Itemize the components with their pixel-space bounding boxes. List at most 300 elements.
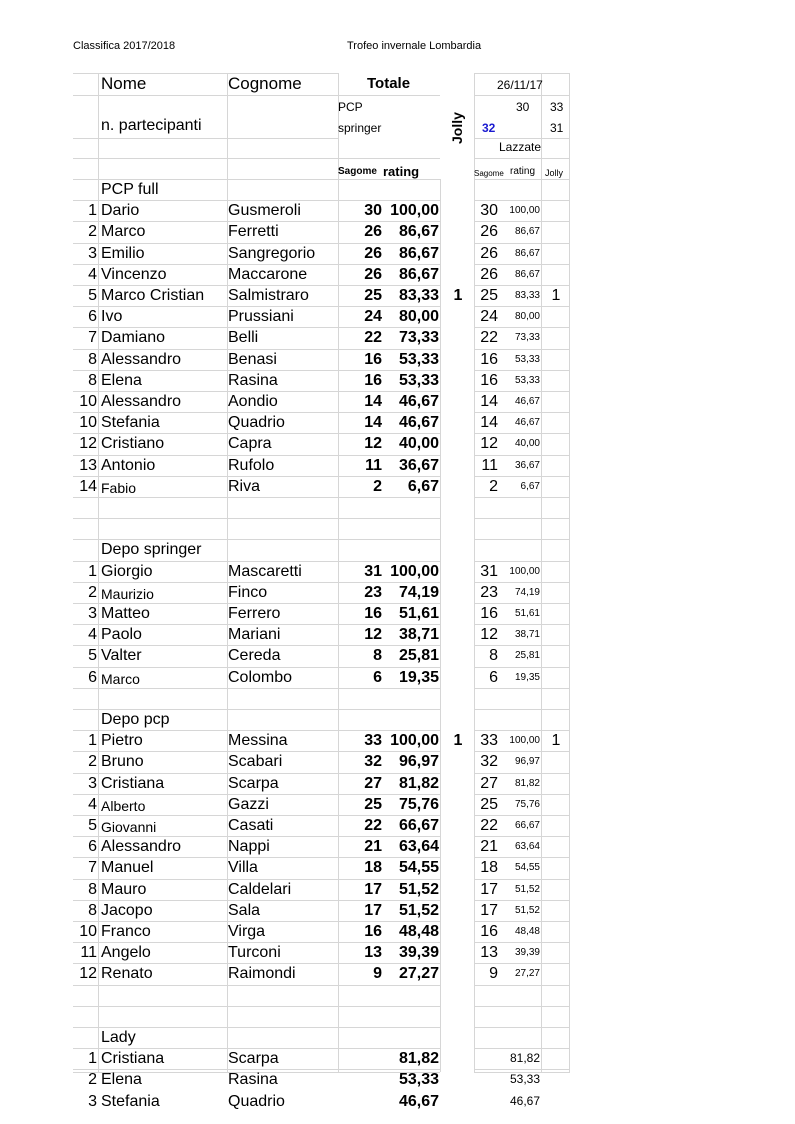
cell-r2: 100,00 <box>509 565 540 577</box>
cell-jolly <box>446 582 470 603</box>
cell-rating: 96,97 <box>398 753 439 771</box>
cell-s2: 22 <box>480 329 498 347</box>
cell-j2 <box>543 327 569 348</box>
label-jolly-2: Jolly <box>545 168 564 178</box>
table-row <box>0 327 795 348</box>
cell-sagome: 16 <box>364 350 382 368</box>
cell-jolly <box>446 963 470 984</box>
cell-rank: 12 <box>79 965 97 983</box>
cell-nome: Maurizio <box>101 585 154 602</box>
cell-rating: 100,00 <box>390 732 439 750</box>
cell-sagome: 25 <box>364 287 382 304</box>
cell-rating: 74,19 <box>398 583 439 601</box>
cell-jolly <box>446 200 470 221</box>
grid-line <box>73 138 338 139</box>
grid-line <box>474 1006 570 1007</box>
cell-r2: 46,67 <box>514 396 540 407</box>
cell-rank: 12 <box>79 435 97 453</box>
cell-nome: Angelo <box>101 944 151 962</box>
count-c: 32 <box>482 121 496 135</box>
cell-s2: 32 <box>480 753 498 771</box>
grid-line <box>73 158 338 159</box>
cell-rating: 25,81 <box>398 647 439 665</box>
cell-jolly <box>446 221 470 242</box>
cell-cognome: Turconi <box>228 944 281 962</box>
cell-rank: 1 <box>88 1050 97 1068</box>
cell-cognome: Rufolo <box>228 456 275 474</box>
cell-j2 <box>543 624 569 645</box>
cell-jolly <box>446 455 470 476</box>
cell-rating: 36,67 <box>398 456 439 474</box>
cell-j2 <box>543 221 569 242</box>
cell-s2: 25 <box>480 795 498 813</box>
grid-line <box>73 95 338 96</box>
cell-cognome: Riva <box>228 477 261 495</box>
cell-sagome: 26 <box>364 244 382 262</box>
cell-cognome: Salmistraro <box>228 287 309 304</box>
table-row <box>0 942 795 963</box>
cell-r2: 100,00 <box>509 735 540 747</box>
table-row <box>0 221 795 242</box>
cell-s2: 16 <box>480 923 498 940</box>
cell-sagome: 24 <box>364 308 382 326</box>
table-row <box>0 582 795 603</box>
cell-nome: Marco <box>101 670 140 687</box>
cell-sagome: 17 <box>364 880 382 898</box>
cell-r2: 83,33 <box>514 290 540 301</box>
table-row <box>0 794 795 815</box>
label-sagome-2: Sagome <box>474 169 504 178</box>
cell-jolly <box>446 1069 470 1090</box>
cell-jolly <box>446 900 470 921</box>
cell-j2 <box>543 857 569 878</box>
cell-cognome: Ferrero <box>228 605 281 622</box>
cell-rank: 13 <box>79 456 97 474</box>
table-row <box>0 1091 795 1112</box>
cell-nome: Valter <box>101 647 142 665</box>
grid-line <box>73 1006 338 1007</box>
cell-r2: 48,48 <box>514 926 540 937</box>
cell-sagome: 26 <box>364 223 382 241</box>
cell-cognome: Gusmeroli <box>228 202 301 220</box>
grid-line <box>474 518 570 519</box>
table-row <box>0 624 795 645</box>
cell-rank: 1 <box>88 562 97 580</box>
cell-s2: 16 <box>480 371 498 389</box>
cell-jolly <box>446 327 470 348</box>
cell-rating: 51,52 <box>398 880 439 898</box>
cell-cognome: Rasina <box>228 371 278 389</box>
count-b: 33 <box>550 100 564 114</box>
table-row <box>0 645 795 666</box>
grid-line <box>474 95 570 96</box>
col-nome: Nome <box>101 74 147 93</box>
cell-rating: 51,52 <box>398 901 439 919</box>
table-row <box>0 476 795 497</box>
table-row <box>0 391 795 412</box>
cell-s2: 14 <box>480 393 498 410</box>
cell-rank: 8 <box>88 371 97 389</box>
cell-s2: 25 <box>480 287 498 304</box>
cell-sagome: 22 <box>364 817 382 834</box>
cell-sagome: 14 <box>364 393 382 410</box>
label-springer: springer <box>338 121 382 135</box>
cell-cognome: Messina <box>228 732 288 750</box>
cell-jolly <box>446 667 470 688</box>
cell-rank: 1 <box>88 732 97 750</box>
cell-j2 <box>543 264 569 285</box>
cell-jolly <box>446 264 470 285</box>
cell-rating: 48,48 <box>398 923 439 940</box>
cell-rating: 86,67 <box>398 244 439 262</box>
table-row <box>0 667 795 688</box>
cell-nome: Alessandro <box>101 393 182 410</box>
doc-header-center: Trofeo invernale Lombardia <box>347 40 482 52</box>
cell-r2: 74,19 <box>514 586 540 598</box>
grid-line <box>338 985 440 986</box>
table-row <box>0 370 795 391</box>
cell-rating: 63,64 <box>398 838 439 856</box>
cell-rating: 38,71 <box>398 626 439 644</box>
cell-s2: 11 <box>481 456 498 474</box>
cell-rank: 10 <box>79 393 97 410</box>
label-rating-2: rating <box>510 166 536 177</box>
cell-rank: 8 <box>88 350 97 368</box>
section-title: Lady <box>101 1029 136 1046</box>
cell-rating: 66,67 <box>398 817 439 834</box>
cell-r2: 36,67 <box>514 459 540 471</box>
cell-j2: 1 <box>551 287 561 304</box>
cell-rank: 8 <box>88 901 97 919</box>
cell-nome: Mauro <box>101 880 147 898</box>
cell-nome: Alberto <box>101 797 146 814</box>
cell-s2: 14 <box>480 414 498 432</box>
cell-nome: Cristiana <box>101 1050 165 1068</box>
cell-nome: Elena <box>101 1071 142 1089</box>
cell-jolly <box>446 476 470 497</box>
cell-jolly: 1 <box>453 732 463 750</box>
cell-nome: Marco Cristian <box>101 287 205 304</box>
cell-cognome: Ferretti <box>228 223 279 241</box>
cell-r2: 54,55 <box>514 862 540 874</box>
cell-sagome: 8 <box>373 647 382 665</box>
cell-rating: 46,67 <box>398 393 439 410</box>
cell-s2: 26 <box>480 265 498 283</box>
cell-j2 <box>543 667 569 688</box>
cell-s2: 26 <box>480 244 498 262</box>
table-row <box>0 561 795 582</box>
label-lazzate: Lazzate <box>499 140 542 154</box>
cell-rank: 6 <box>88 838 97 856</box>
cell-rank: 3 <box>88 244 97 262</box>
cell-sagome: 11 <box>365 456 382 474</box>
cell-nome: Fabio <box>101 479 137 496</box>
table-row <box>0 264 795 285</box>
cell-s2: 21 <box>480 838 498 856</box>
cell-cognome: Nappi <box>228 838 270 856</box>
cell-jolly <box>446 836 470 857</box>
cell-nome: Dario <box>101 202 140 220</box>
cell-rating: 86,67 <box>398 265 439 283</box>
cell-s2: 26 <box>480 223 498 241</box>
cell-cognome: Belli <box>228 329 259 347</box>
cell-sagome: 31 <box>364 562 382 580</box>
table-row <box>0 879 795 900</box>
cell-jolly <box>446 751 470 772</box>
doc-header-left: Classifica 2017/2018 <box>73 40 176 52</box>
cell-r2: 86,67 <box>514 247 540 259</box>
cell-rating: 6,67 <box>407 477 439 495</box>
cell-rating: 19,35 <box>398 668 439 686</box>
cell-r2: 51,61 <box>514 608 540 619</box>
cell-rank: 7 <box>88 329 97 347</box>
cell-nome: Cristiana <box>101 774 165 792</box>
cell-rank: 5 <box>88 647 97 665</box>
cell-sagome: 27 <box>364 774 382 792</box>
cell-sagome: 30 <box>364 202 382 220</box>
cell-s2: 33 <box>480 732 498 750</box>
cell-sagome: 22 <box>364 329 382 347</box>
cell-r2: 6,67 <box>520 480 540 492</box>
cell-j2 <box>543 942 569 963</box>
cell-jolly <box>446 879 470 900</box>
cell-j2: 1 <box>551 732 561 750</box>
cell-cognome: Colombo <box>228 668 293 686</box>
section-title-row <box>0 539 795 560</box>
cell-r2: 81,82 <box>514 777 540 789</box>
cell-sagome <box>340 1091 382 1112</box>
cell-rank: 6 <box>88 308 97 326</box>
count-a: 30 <box>516 100 530 114</box>
cell-r2: 73,33 <box>514 332 540 344</box>
cell-jolly <box>446 645 470 666</box>
cell-rank: 4 <box>88 265 97 283</box>
cell-j2 <box>543 243 569 264</box>
cell-cognome: Quadrio <box>228 1092 285 1110</box>
cell-rank: 1 <box>88 202 97 220</box>
cell-jolly <box>446 243 470 264</box>
cell-s2: 16 <box>480 350 498 368</box>
table-row <box>0 200 795 221</box>
cell-s2 <box>474 1048 498 1069</box>
cell-cognome: Scabari <box>228 753 283 771</box>
cell-s2: 17 <box>480 880 498 898</box>
cell-r2: 19,35 <box>514 671 540 683</box>
cell-jolly <box>446 794 470 815</box>
cell-jolly <box>446 433 470 454</box>
cell-sagome: 16 <box>364 371 382 389</box>
cell-sagome: 33 <box>364 732 382 750</box>
cell-rating: 100,00 <box>390 202 439 220</box>
col-date: 26/11/17 <box>497 78 543 92</box>
cell-cognome: Cereda <box>228 647 281 665</box>
cell-jolly <box>446 412 470 433</box>
cell-s2: 22 <box>480 817 498 834</box>
cell-rank: 11 <box>80 944 97 962</box>
cell-rank: 2 <box>88 753 97 771</box>
cell-nome: Alessandro <box>101 838 182 856</box>
grid-line <box>338 497 440 498</box>
cell-rating: 53,33 <box>398 371 439 389</box>
cell-rating: 40,00 <box>398 435 439 453</box>
grid-line <box>474 73 570 74</box>
cell-s2: 12 <box>480 435 498 453</box>
cell-j2 <box>543 561 569 582</box>
section-title: PCP full <box>101 181 159 198</box>
cell-jolly <box>446 942 470 963</box>
cell-s2: 12 <box>480 626 498 644</box>
cell-r2: 96,97 <box>514 756 540 768</box>
cell-cognome: Casati <box>228 817 274 834</box>
cell-sagome <box>340 1048 382 1069</box>
cell-sagome: 17 <box>364 901 382 919</box>
cell-rank: 3 <box>88 1092 97 1110</box>
cell-j2 <box>543 412 569 433</box>
cell-sagome: 16 <box>364 605 382 622</box>
table-row <box>0 773 795 794</box>
cell-nome: Antonio <box>101 456 156 474</box>
cell-rating: 75,76 <box>398 795 439 813</box>
cell-j2 <box>543 645 569 666</box>
cell-r2: 66,67 <box>514 820 540 831</box>
cell-cognome: Gazzi <box>228 795 269 813</box>
section-title-row <box>0 709 795 730</box>
table-row <box>0 857 795 878</box>
cell-cognome: Sangregorio <box>228 244 316 262</box>
cell-j2 <box>543 391 569 412</box>
cell-sagome: 2 <box>373 477 382 495</box>
cell-rank: 3 <box>88 605 97 622</box>
cell-cognome: Finco <box>228 583 268 601</box>
cell-j2 <box>543 349 569 370</box>
cell-j2 <box>543 433 569 454</box>
cell-s2: 23 <box>480 583 498 601</box>
cell-s2 <box>474 1069 498 1090</box>
section-title-row <box>0 1027 795 1048</box>
cell-jolly <box>446 773 470 794</box>
cell-cognome: Aondio <box>228 393 278 410</box>
cell-j2 <box>543 836 569 857</box>
label-pcp: PCP <box>338 100 363 114</box>
grid-line <box>474 497 570 498</box>
cell-rating: 39,39 <box>398 944 439 962</box>
cell-nome: Stefania <box>101 414 160 432</box>
table-row <box>0 815 795 836</box>
cell-j2 <box>543 370 569 391</box>
table-row <box>0 751 795 772</box>
table-row <box>0 243 795 264</box>
cell-nome: Vincenzo <box>101 265 167 283</box>
grid-line <box>474 158 570 159</box>
cell-rank: 3 <box>88 774 97 792</box>
cell-jolly: 1 <box>453 287 463 304</box>
cell-r2: 86,67 <box>514 226 540 238</box>
cell-rating: 86,67 <box>398 223 439 241</box>
cell-s2: 17 <box>480 901 498 919</box>
cell-r2: 46,67 <box>509 1093 540 1108</box>
grid-line <box>474 138 570 139</box>
cell-nome: Bruno <box>101 753 144 771</box>
table-row <box>0 349 795 370</box>
cell-sagome: 21 <box>364 838 382 856</box>
cell-sagome <box>340 1069 382 1090</box>
grid-line <box>73 518 338 519</box>
cell-rating: 53,33 <box>398 1071 439 1089</box>
cell-rating: 83,33 <box>398 287 439 304</box>
cell-rating: 46,67 <box>398 1092 439 1110</box>
grid-line <box>338 95 440 96</box>
cell-r2: 25,81 <box>514 650 540 662</box>
cell-rank: 2 <box>88 583 97 601</box>
cell-r2: 38,71 <box>514 629 540 641</box>
cell-s2: 18 <box>480 859 498 877</box>
label-rating: rating <box>383 164 420 179</box>
cell-s2: 24 <box>480 308 498 326</box>
cell-r2: 51,52 <box>514 904 540 916</box>
cell-j2 <box>543 603 569 624</box>
cell-rating: 54,55 <box>398 859 439 877</box>
cell-nome: Emilio <box>101 244 145 262</box>
cell-s2 <box>474 1091 498 1112</box>
cell-j2 <box>543 455 569 476</box>
cell-j2 <box>543 306 569 327</box>
cell-cognome: Maccarone <box>228 265 308 283</box>
cell-cognome: Mariani <box>228 626 281 644</box>
label-n-partecipanti: n. partecipanti <box>101 117 202 134</box>
cell-r2: 39,39 <box>514 947 540 959</box>
cell-jolly <box>446 391 470 412</box>
cell-s2: 8 <box>489 647 498 665</box>
cell-r2: 53,33 <box>514 374 540 386</box>
table-row <box>0 1048 795 1069</box>
cell-jolly <box>446 561 470 582</box>
cell-r2: 46,67 <box>514 417 540 429</box>
cell-s2: 30 <box>480 202 498 220</box>
cell-j2 <box>543 794 569 815</box>
cell-s2: 16 <box>480 605 498 622</box>
section-title-row <box>0 179 795 200</box>
cell-r2: 86,67 <box>514 268 540 280</box>
cell-rank: 10 <box>79 414 97 432</box>
cell-r2: 81,82 <box>509 1051 540 1066</box>
cell-jolly <box>446 857 470 878</box>
cell-j2 <box>543 476 569 497</box>
label-jolly-vertical: Jolly <box>449 112 465 144</box>
cell-sagome: 6 <box>373 668 382 686</box>
cell-rating: 81,82 <box>398 1050 439 1068</box>
table-row <box>0 1069 795 1090</box>
cell-rank: 10 <box>79 923 97 940</box>
grid-line <box>338 1006 440 1007</box>
cell-rank: 5 <box>88 817 97 834</box>
col-totale: Totale <box>367 75 411 92</box>
cell-jolly <box>446 306 470 327</box>
cell-s2: 9 <box>489 965 498 983</box>
table-row <box>0 921 795 942</box>
cell-s2: 31 <box>480 562 498 580</box>
cell-jolly <box>446 1091 470 1112</box>
cell-rank: 5 <box>88 287 97 304</box>
cell-r2: 80,00 <box>514 311 540 323</box>
cell-jolly <box>446 370 470 391</box>
cell-nome: Giorgio <box>101 562 153 580</box>
table-row <box>0 412 795 433</box>
cell-cognome: Prussiani <box>228 308 294 326</box>
cell-j2 <box>543 751 569 772</box>
table-row <box>0 433 795 454</box>
cell-j2 <box>543 1069 569 1090</box>
table-row <box>0 836 795 857</box>
